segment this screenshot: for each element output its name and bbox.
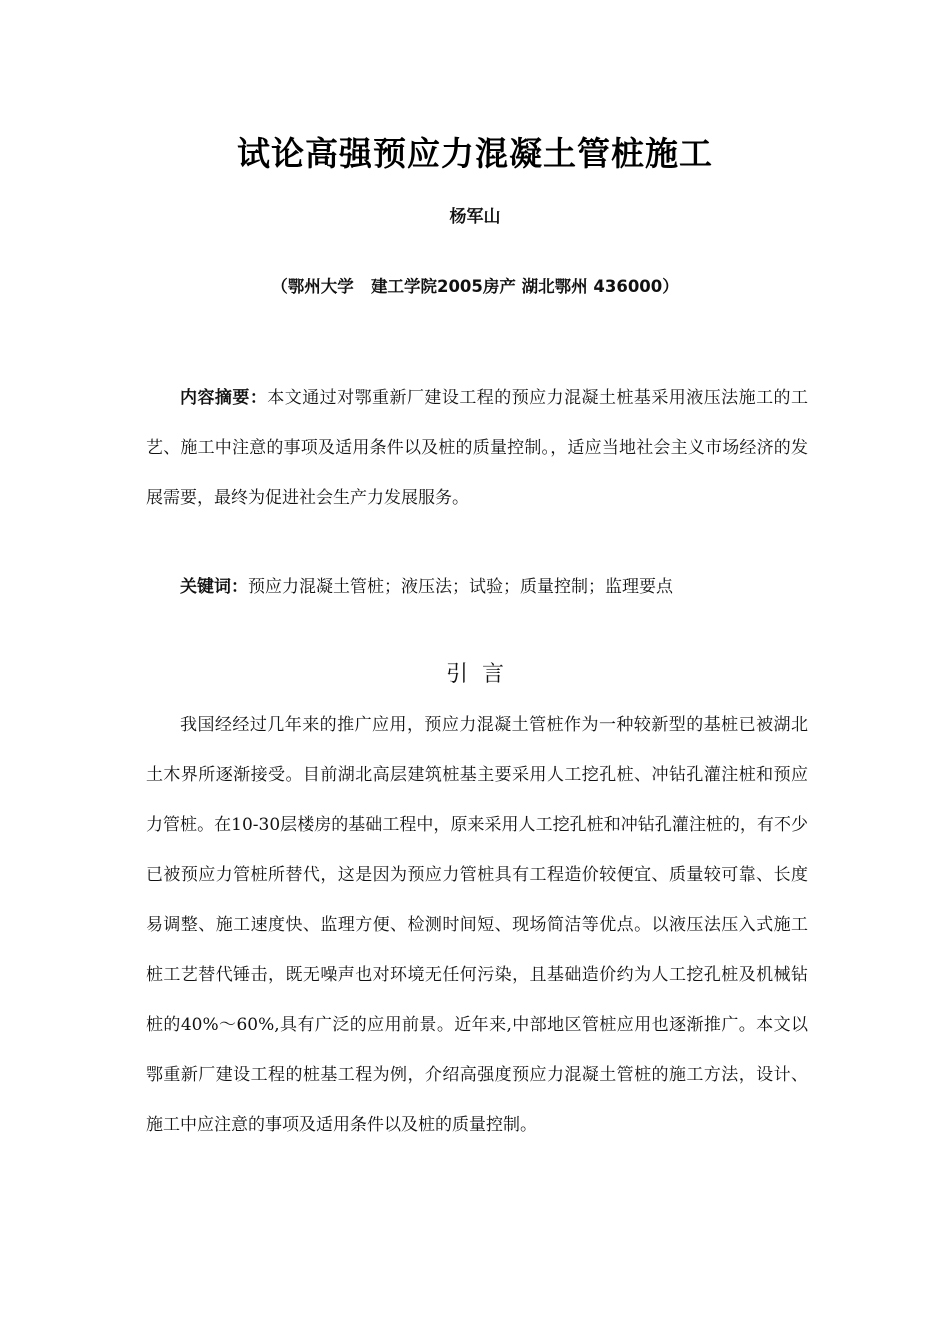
keywords-paragraph	[146, 562, 808, 612]
keywords-text: 预应力混凝土管桩；液压法；试验；质量控制；监理要点	[248, 577, 673, 597]
section-heading-introduction: 引言	[445, 662, 518, 687]
abstract-paragraph	[146, 373, 808, 523]
paper-title: 试论高强预应力混凝土管桩施工	[237, 134, 713, 173]
abstract-label: 内容摘要：	[180, 388, 268, 408]
introduction-paragraph: 我国经经过几年来的推广应用，预应力混凝土管桩作为一种较新型的基桩已被湖北土木界所逐渐接受。目前湖北高层建筑桩基主要采用人工挖孔桩、冲钻孔灌注桩和预应力管桩。在10-30层楼房的基础工程中，原来采用人工挖孔桩和冲钻孔灌注桩的，有不少已被预应力管桩所替代，这是因为预应力管桩具有工程造价较便宜、质量较可靠、长度易调整、施工速度快、监理方便、检测时间短、现场简洁等优点。以液压法压入式施工桩工艺替代锤击，既无噪声也对环境无任何污染，且基础造价约为人工挖孔桩及机械钻桩的40%～60%,具有广泛的应用前景。近年来,中部地区管桩应用也逐渐推广。本文以鄂重新厂建设工程的桩基工程为例，介绍高强度预应力混凝土管桩的施工方法，设计、施工中应注意的事项及适用条件以及桩的质量控制。	[146, 715, 808, 1135]
abstract-text: 本文通过对鄂重新厂建设工程的预应力混凝土桩基采用液压法施工的工艺、施工中注意的事项及适用条件以及桩的质量控制。，适应当地社会主义市场经济的发展需要，最终为促进社会生产力发展服务。	[146, 388, 809, 508]
keywords-label: 关键词：	[180, 577, 248, 597]
author-affiliation: （鄂州大学 建工学院2005房产 湖北鄂州 436000）	[271, 277, 679, 296]
author-name: 杨军山	[449, 207, 501, 227]
